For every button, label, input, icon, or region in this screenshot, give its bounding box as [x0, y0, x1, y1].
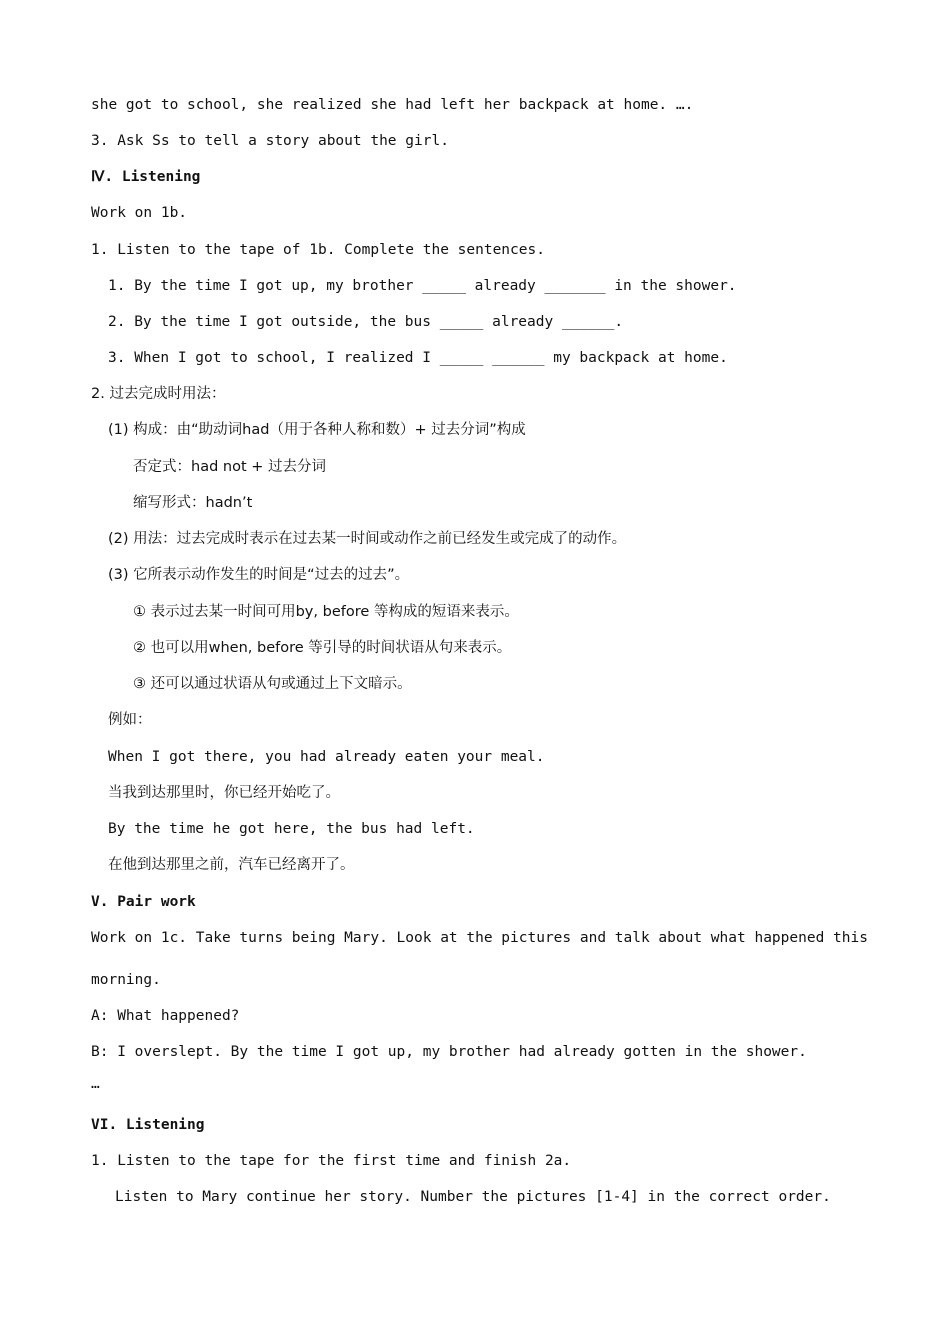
grammar-point-2: ② 也可以用when, before 等引导的时间状语从句来表示。 [133, 640, 512, 656]
section-heading-listening-iv: Ⅳ. Listening [91, 169, 201, 185]
dialogue-line-b: B: I overslept. By the time I got up, my brother had already gotten in the shower. [91, 1044, 807, 1060]
story-continuation: she got to school, she realized she had left her backpack at home. …. [91, 97, 694, 113]
grammar-usage: (2) 用法：过去完成时表示在过去某一时间或动作之前已经发生或完成了的动作。 [108, 531, 627, 547]
example-chinese-1: 当我到达那里时，你已经开始吃了。 [108, 785, 340, 801]
work-on-1b: Work on 1b. [91, 205, 188, 221]
grammar-structure: (1) 构成：由“助动词had（用于各种人称和数）+ 过去分词”构成 [108, 422, 526, 438]
example-chinese-2: 在他到达那里之前，汽车已经离开了。 [108, 857, 355, 873]
listening-step-1: 1. Listen to the tape for the first time and finish 2a. [91, 1153, 572, 1169]
grammar-point-1: ① 表示过去某一时间可用by, before 等构成的短语来表示。 [133, 604, 519, 620]
exercise-sentence-1: 1. By the time I got up, my brother _____ already _______ in the shower. [108, 278, 737, 294]
dialogue-line-a: A: What happened? [91, 1008, 240, 1024]
dialogue-ellipsis: … [91, 1076, 100, 1092]
pair-work-instruction-cont: morning. [91, 972, 161, 988]
exercise-sentence-2: 2. By the time I got outside, the bus _____ already ______. [108, 314, 624, 330]
example-english-1: When I got there, you had already eaten your meal. [108, 749, 545, 765]
pair-work-instruction: Work on 1c. Take turns being Mary. Look at the pictures and talk about what happened this [91, 930, 868, 946]
listening-instruction-2a: Listen to Mary continue her story. Number the pictures [1-4] in the correct order. [115, 1189, 831, 1205]
grammar-point-3: ③ 还可以通过状语从句或通过上下文暗示。 [133, 676, 412, 692]
step-tell-story: 3. Ask Ss to tell a story about the girl. [91, 133, 449, 149]
grammar-time: (3) 它所表示动作发生的时间是“过去的过去”。 [108, 567, 410, 583]
section-heading-pair-work: V. Pair work [91, 894, 196, 910]
exercise-sentence-3: 3. When I got to school, I realized I _____ ______ my backpack at home. [108, 350, 728, 366]
section-heading-listening-vi: VI. Listening [91, 1117, 205, 1133]
grammar-heading: 2. 过去完成时用法： [91, 386, 226, 402]
grammar-contraction: 缩写形式：hadn’t [133, 495, 253, 511]
listen-instruction-1b: 1. Listen to the tape of 1b. Complete the sentences. [91, 242, 545, 258]
grammar-negative-form: 否定式：had not + 过去分词 [133, 459, 327, 475]
example-english-2: By the time he got here, the bus had left. [108, 821, 475, 837]
example-label: 例如： [108, 712, 152, 728]
